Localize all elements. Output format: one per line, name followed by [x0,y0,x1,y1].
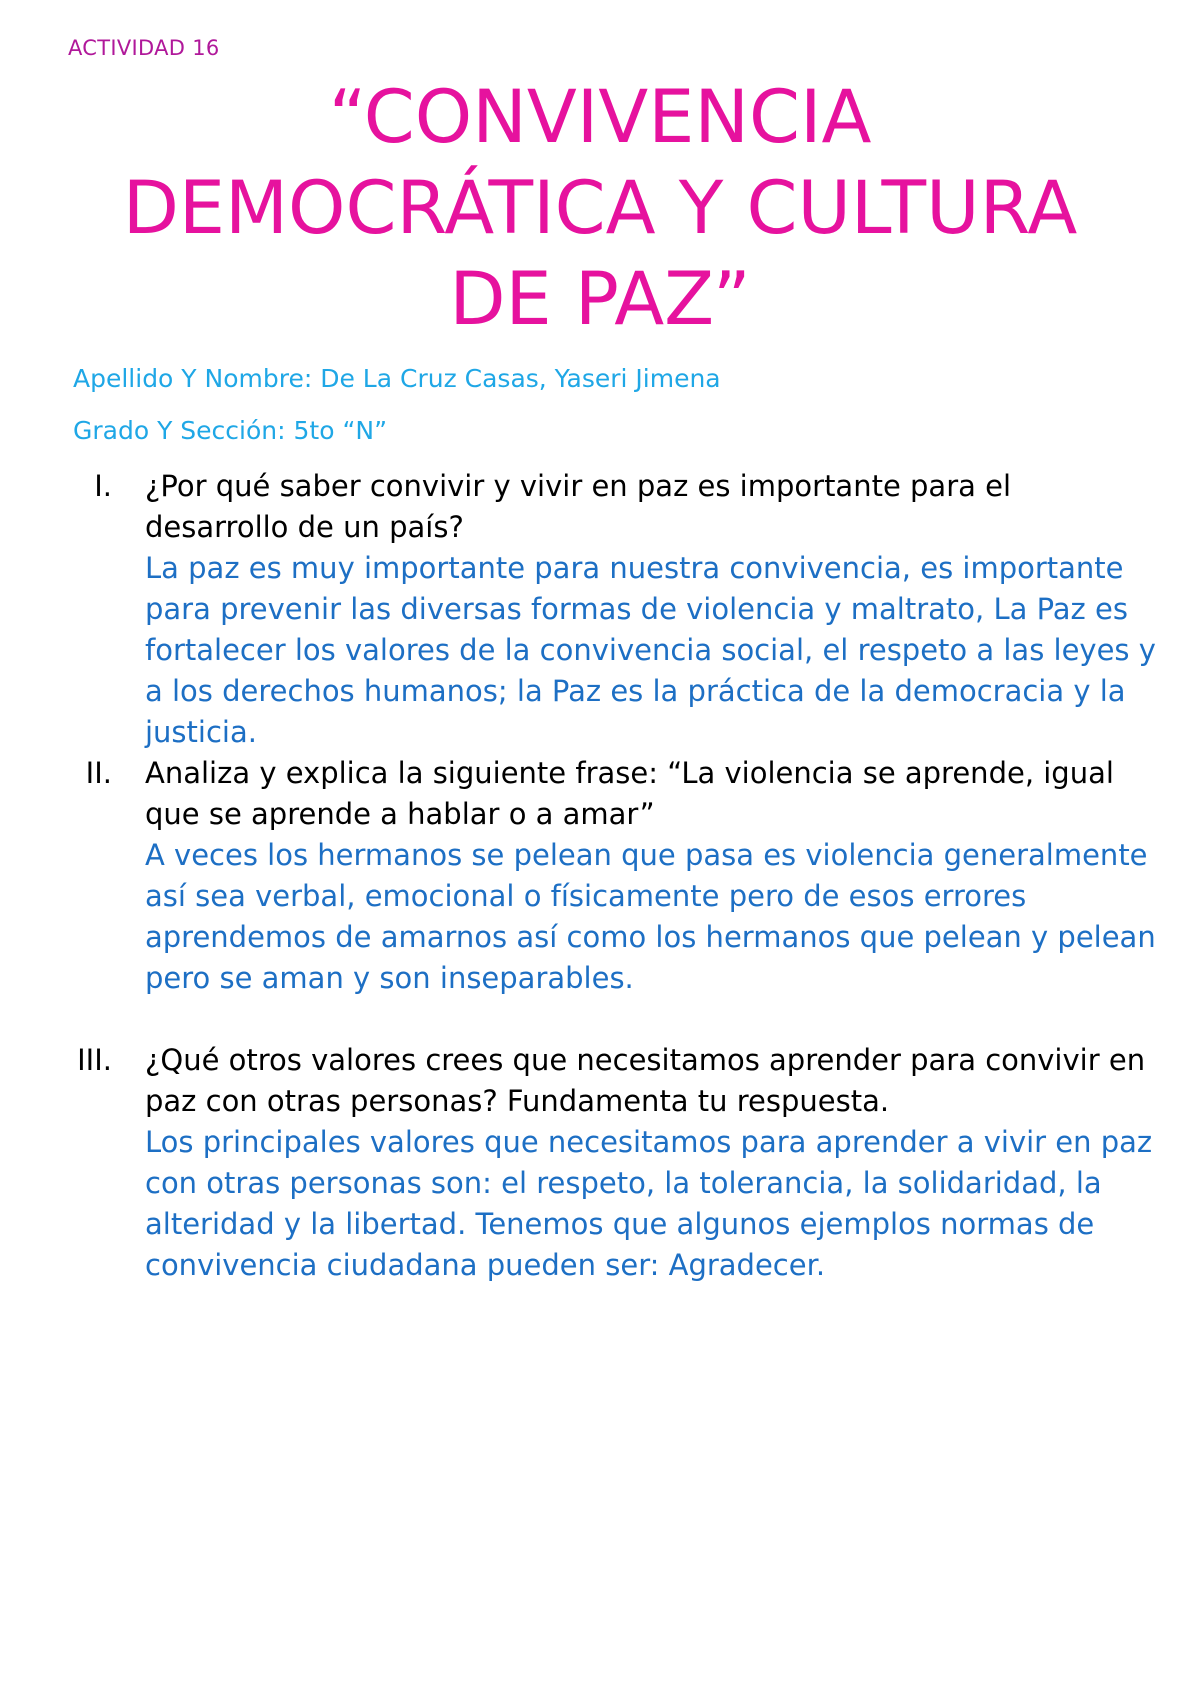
answer-text: A veces los hermanos se pelean que pasa es violencia generalmente así sea verbal, emocional o físicamente pero de esos errores aprendemos de amarnos así como los hermanos que pelean y pelean pero se aman y son inseparables. [145,838,1156,995]
question-numeral: II. [85,756,112,790]
answer-text: Los principales valores que necesitamos para aprender a vivir en paz con otras personas son: el respeto, la tolerancia, la solidaridad, la alteridad y la libertad. Tenemos que algunos ejemplos normas de convivencia ciudadana pueden ser: Agradecer. [145,1125,1153,1282]
activity-label: ACTIVIDAD 16 [68,36,220,60]
question-numeral: III. [77,1043,112,1077]
page-title: “CONVIVENCIA DEMOCRÁTICA Y CULTURA DE PAZ” [122,75,1078,342]
student-name-line: Apellido Y Nombre: De La Cruz Casas, Yaseri Jimena [73,364,721,393]
question-list [0,466,1200,1286]
student-grade-line: Grado Y Sección: 5to “N” [73,416,388,445]
answer-text: La paz es muy importante para nuestra convivencia, es importante para prevenir las diversas formas de violencia y maltrato, La Paz es fortalecer los valores de la convivencia social, el respeto a las leyes y a los derechos humanos; la Paz es la práctica de la democracia y la justicia. [145,551,1156,749]
question-text: ¿Por qué saber convivir y vivir en paz es importante para el desarrollo de un país? [145,469,1012,544]
question-numeral: I. [94,469,112,503]
question-text: ¿Qué otros valores crees que necesitamos aprender para convivir en paz con otras personas? Fundamenta tu respuesta. [145,1043,1146,1118]
question-text: Analiza y explica la siguiente frase: “La violencia se aprende, igual que se aprende a hablar o a amar” [145,756,1114,831]
question-item-2 [0,753,1200,999]
question-item-1 [0,466,1200,753]
question-item-3 [0,1040,1200,1286]
